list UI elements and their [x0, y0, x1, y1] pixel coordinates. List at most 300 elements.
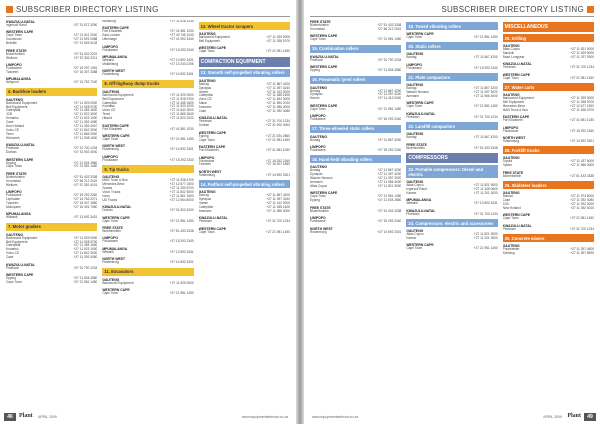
listing-row	[310, 108, 401, 112]
phone-number: +27 11 392 4080	[266, 109, 290, 114]
phone-number: +27 13 692 3431	[473, 201, 498, 206]
section-heading: 8. Off-highway dump trucks	[102, 80, 193, 88]
region-name: EASTERN CAPE	[102, 26, 129, 31]
listing-group	[102, 45, 193, 53]
region-name: WESTERN CAPE	[198, 130, 226, 135]
company-name: Polokwane	[406, 65, 422, 70]
region-name: GAUTENG	[310, 134, 327, 139]
region-name: GAUTENG	[102, 277, 120, 282]
listing-group	[102, 69, 193, 77]
region-name: WESTERN CAPE	[502, 72, 530, 77]
listing-group	[199, 32, 290, 44]
region-name: WESTERN CAPE	[406, 101, 434, 106]
company-name: Cape Town	[102, 137, 119, 141]
listing-row	[310, 199, 401, 203]
listing-row	[102, 261, 193, 265]
category-heading: COMPACTION EQUIPMENT	[199, 57, 290, 67]
listing-group	[310, 20, 401, 32]
company-name: Port Elizabeth	[102, 29, 123, 34]
phone-number: +27 13 243 2255	[169, 61, 194, 66]
company-name: MAN Truck & Bus	[502, 107, 528, 112]
company-name: Bell Equipment	[502, 99, 525, 104]
company-name: Hitachi	[102, 116, 113, 121]
section-heading: 14. Padfoot self-propelled vibrating rollers	[199, 180, 290, 188]
phone-number: +27 11 821 9000	[377, 184, 402, 188]
phone-number: +27 56 212 2022	[377, 26, 402, 31]
gutter	[296, 0, 304, 424]
company-name: Atlas Copco	[406, 183, 424, 188]
phone-number: +27 31 700 1234	[569, 226, 594, 231]
company-name: Volvo CE	[198, 97, 212, 102]
phone-number: +27 21 981 1450	[169, 291, 194, 295]
region-name: GAUTENG	[406, 52, 424, 57]
phone-number: +27 31 700 1234	[569, 65, 594, 70]
region-name: FREE STATE	[502, 170, 524, 175]
company-name: Case	[198, 109, 207, 114]
region-name: GAUTENG	[102, 89, 120, 94]
listing-row	[406, 202, 497, 206]
company-name: Bloemfontein	[310, 23, 329, 27]
listing-group	[6, 273, 97, 285]
region-name: LIMPOPO	[6, 190, 22, 195]
company-name: Pinetown	[198, 219, 212, 224]
section-heading: 20. Static rollers	[406, 42, 497, 50]
listing-row	[199, 210, 290, 214]
magazine-name: Plant	[19, 413, 33, 419]
region-name: GAUTENG	[502, 244, 520, 249]
phone-number: +27 31 700 1234	[377, 57, 402, 62]
phone-number: +27 11 966 3000	[570, 163, 594, 168]
listing-row	[503, 109, 594, 113]
company-name: Atlas Copco	[502, 47, 520, 51]
phone-number: +27 21 981 1450	[73, 279, 98, 284]
phone-number: +27 11 929 0000	[570, 96, 594, 101]
region-name: WESTERN CAPE	[406, 32, 434, 36]
phone-number: +27 15 292 2340	[73, 193, 98, 198]
company-name: Durban	[6, 150, 17, 155]
company-name: Bloemfontein	[6, 174, 25, 179]
listing-row	[102, 138, 193, 142]
phone-number: +27 21 981 1450	[569, 216, 594, 221]
listing-row	[6, 137, 97, 141]
listing-row	[102, 230, 193, 234]
company-name: MAN Truck & Bus	[102, 178, 128, 183]
phone-number: +27 41 581 1030	[569, 118, 594, 123]
listing-row	[310, 118, 401, 122]
region-name: GAUTENG	[198, 190, 216, 195]
section-heading: 22. Landfill compactors	[406, 122, 497, 130]
phone-number: +27 13 692 3431	[169, 249, 194, 254]
listing-group	[199, 46, 290, 54]
phone-number: +27 21 981 1450	[169, 137, 194, 141]
listing-group	[199, 131, 290, 143]
region-name: WESTERN CAPE	[310, 34, 338, 39]
phone-number: +27 11 392 4080	[73, 255, 98, 260]
column	[310, 20, 401, 410]
phone-number: +27 11 392 4080	[570, 198, 594, 202]
region-name: FREE STATE	[406, 142, 427, 147]
phone-number: +27 21 534 2860	[377, 68, 402, 73]
phone-number: +27 41 992 3340	[169, 37, 194, 42]
listing-group	[6, 20, 97, 28]
company-name: Dynapac	[310, 92, 323, 97]
company-name: Dynapac	[310, 172, 323, 177]
listing-row	[406, 95, 497, 99]
company-name: East London	[102, 33, 121, 38]
listing-group	[102, 20, 193, 24]
listing-row	[6, 281, 97, 285]
listing-group	[102, 90, 193, 121]
phone-number: +27 51 433 3338	[569, 173, 594, 178]
region-name: GAUTENG	[406, 229, 424, 234]
listing-group	[102, 205, 193, 213]
company-name: Durban	[198, 123, 210, 128]
company-name: Bomag	[198, 193, 209, 198]
region-name: WESTERN CAPE	[6, 272, 34, 277]
listing-group	[406, 180, 497, 196]
listing-row	[310, 185, 401, 189]
region-name: LIMPOPO	[6, 62, 22, 67]
company-name: Polokwane	[310, 147, 326, 152]
listing-group	[102, 257, 193, 265]
listing-row	[503, 66, 594, 70]
company-name: Bomag	[406, 86, 417, 91]
phone-number: +27 11 397 3020	[377, 176, 402, 181]
company-name: Polokwane	[310, 219, 326, 224]
company-name: Sakai	[198, 101, 207, 106]
region-name: WESTERN CAPE	[6, 157, 34, 162]
phone-number: +27 14 592 3301	[377, 229, 402, 234]
company-name: Komatsu	[102, 104, 115, 109]
phone-number: +27 11 412 0000	[266, 89, 290, 94]
website-url: www.equipmentselector.co.za	[312, 415, 359, 419]
region-name: GAUTENG	[502, 44, 520, 48]
listing-row	[310, 28, 401, 32]
phone-number: +27 11 966 4000	[473, 94, 498, 99]
phone-number: +27 14 592 3301	[569, 138, 594, 143]
company-name: Kaeser	[406, 190, 417, 195]
listing-group	[406, 229, 497, 241]
phone-number: +27 11 966 4000	[266, 105, 290, 110]
company-name: Durban	[102, 208, 113, 213]
region-name: GAUTENG	[502, 191, 520, 196]
phone-number: +27 15 307 1850	[265, 162, 290, 167]
phone-number: +27 51 433 3338	[73, 174, 98, 179]
page-footer	[0, 412, 296, 422]
company-name: Barloworld Equipment	[198, 35, 230, 39]
phone-number: +27 11 392 4080	[73, 120, 98, 125]
section-heading: 7. Motor graders	[6, 223, 97, 231]
phone-number: +27 12 564 8000	[169, 197, 194, 202]
issue-date: APRIL 2009	[543, 415, 562, 419]
listing-row	[406, 105, 497, 109]
region-name: KWAZULU-NATAL	[502, 62, 532, 67]
listing-row	[310, 59, 401, 63]
phone-number: +27 21 511 2040	[73, 33, 98, 38]
phone-number: +27 21 981 1450	[377, 106, 402, 111]
region-name: NORTH WEST	[198, 169, 222, 174]
phone-number: +27 21 981 1450	[377, 194, 402, 199]
listing-group	[503, 156, 594, 168]
company-name: Lephalale	[6, 196, 20, 201]
company-name: Welkom	[6, 55, 18, 60]
company-name: Cape Town	[102, 291, 119, 295]
company-name: Iveco	[102, 193, 110, 198]
listing-group	[102, 26, 193, 42]
listing-row	[102, 199, 193, 203]
company-name: Komatsu	[6, 247, 19, 252]
listing-row	[102, 63, 193, 67]
company-name: Kaeser	[406, 236, 417, 240]
listing-row	[406, 237, 497, 241]
listing-row	[102, 159, 193, 163]
phone-number: +27 31 902 4000	[169, 208, 194, 213]
company-name: Tzaneen	[6, 69, 19, 74]
listing-group	[102, 278, 193, 286]
company-name: Caterpillar	[198, 204, 214, 209]
region-name: LIMPOPO	[406, 62, 422, 67]
listing-row	[102, 117, 193, 121]
phone-number: +27 31 700 1234	[265, 119, 290, 124]
company-name: Barloworld Equipment	[102, 280, 134, 285]
listing-row	[310, 231, 401, 235]
listing-group	[406, 143, 497, 151]
company-name: Hyster	[502, 163, 512, 168]
region-name: GAUTENG	[198, 78, 216, 83]
company-name: Epping	[310, 68, 320, 73]
phone-number: +27 14 592 3301	[169, 147, 194, 152]
phone-number: +27 11 412 0000	[266, 201, 290, 206]
company-name: Volvo Trucks	[102, 189, 121, 194]
section-heading: 24. Compressors: electric and accessories	[406, 219, 497, 227]
phone-number: +27 11 392 4010	[73, 124, 98, 129]
listing-group	[199, 216, 290, 224]
phone-number: +27 14 763 2271	[73, 196, 98, 201]
region-name: WESTERN CAPE	[198, 226, 226, 231]
listing-row	[6, 57, 97, 61]
phone-number: +27 11 201 3000	[473, 190, 498, 195]
company-name: Cape Town	[406, 246, 423, 251]
company-name: Bloemfontein	[502, 173, 522, 178]
phone-number: +27 11 867 4200	[377, 137, 402, 142]
company-name: Schwing	[502, 250, 515, 255]
phone-number: +27 51 433 3338	[377, 23, 402, 27]
company-name: Pinetown	[406, 114, 420, 119]
listing-row	[406, 192, 497, 196]
region-name: KWAZULU-NATAL	[406, 111, 436, 116]
listing-group	[310, 145, 401, 153]
company-name: UD Trucks	[102, 197, 118, 202]
listing-group	[406, 243, 497, 251]
listing-row	[503, 119, 594, 123]
phone-number: +27 14 592 3301	[265, 172, 290, 177]
listing-row	[310, 97, 401, 101]
listing-row	[102, 251, 193, 255]
company-name: Volvo CE	[6, 128, 20, 132]
listing-group	[102, 134, 193, 142]
company-name: Kroonstad	[310, 26, 325, 31]
listing-group	[6, 30, 97, 46]
listing-group	[6, 77, 97, 85]
listing-row	[199, 110, 290, 114]
company-name: Pinetown	[310, 57, 324, 62]
phone-number: +27 31 700 1234	[473, 211, 498, 216]
phone-number: +27 11 397 4240	[266, 85, 290, 90]
phone-number: +27 21 981 1450	[473, 246, 498, 251]
listing-row	[503, 217, 594, 221]
listing-row	[503, 252, 594, 256]
region-name: EASTERN CAPE	[198, 145, 226, 150]
phone-number: +27 15 297 1391	[73, 65, 98, 70]
company-name: Cape Town	[6, 164, 22, 169]
region-name: KWAZULU-NATAL	[6, 20, 36, 24]
region-name: KWAZULU-NATAL	[310, 54, 340, 59]
section-heading: 25. Drilling	[503, 34, 594, 42]
company-name: Caterpillar	[6, 108, 21, 113]
phone-number: +27 11 928 9700	[266, 38, 290, 43]
company-name: Pinetown	[502, 65, 516, 70]
phone-number: +27 21 981 1450	[265, 49, 290, 54]
listing-row	[199, 50, 290, 54]
company-name: Tzaneen	[198, 162, 212, 167]
company-name: Port Elizabeth	[102, 126, 123, 131]
listing-group	[6, 172, 97, 188]
company-name: New Holland	[502, 205, 521, 210]
phone-number: +27 11 966 4000	[377, 180, 402, 185]
listing-row	[102, 73, 193, 77]
company-name: Witbank	[102, 58, 114, 63]
company-name: Atlas Copco	[310, 184, 328, 188]
company-name: Putzmeister	[502, 247, 520, 252]
company-name: Cape Town	[502, 75, 519, 80]
phone-number: +27 15 292 2340	[569, 128, 594, 133]
phone-number: +27 21 981 1450	[473, 104, 498, 109]
region-name: WESTERN CAPE	[102, 288, 130, 292]
listing-group	[503, 224, 594, 232]
listing-row	[6, 71, 97, 75]
phone-number: +27 11 908 1600	[73, 135, 98, 140]
phone-number: +27 21 534 2860	[73, 160, 98, 165]
region-name: FREE STATE	[310, 205, 331, 210]
region-name: GAUTENG	[310, 85, 327, 90]
company-name: Pinetown	[6, 146, 20, 151]
listing-row	[102, 292, 193, 296]
region-name: MPUMALANGA	[102, 55, 128, 60]
listing-group	[199, 116, 290, 128]
company-name: Boksburg	[102, 20, 116, 23]
phone-number: +27 11 201 3000	[473, 236, 498, 240]
listing-group	[102, 226, 193, 234]
listing-row	[310, 220, 401, 224]
company-name: Pinetown	[406, 211, 420, 216]
listing-group	[310, 206, 401, 214]
column	[102, 20, 193, 410]
page-number: 46	[4, 413, 16, 421]
company-name: Rustenburg	[102, 260, 119, 265]
phone-number: +27 11 397 8590	[570, 250, 594, 255]
listing-row	[406, 136, 497, 140]
listing-group	[406, 32, 497, 40]
section-heading: 11. Excavators	[102, 268, 193, 276]
phone-number: +27 11 397 4240	[266, 197, 290, 202]
region-name: GAUTENG	[6, 97, 23, 102]
company-name: Bloemfontein	[102, 228, 121, 233]
header-square-icon	[587, 6, 594, 13]
company-name: Polokwane	[102, 157, 118, 162]
listing-row	[406, 56, 497, 60]
region-name: WESTERN CAPE	[502, 213, 530, 218]
phone-number: +27 41 581 1030	[169, 126, 194, 131]
company-name: Ingersoll Rand	[406, 186, 427, 191]
listing-row	[6, 256, 97, 260]
listing-row	[102, 209, 193, 213]
listing-row	[199, 174, 290, 178]
section-heading: 13. Smooth self-propelled vibrating rollers	[199, 69, 290, 77]
listing-row	[6, 216, 97, 220]
region-name: WESTERN CAPE	[310, 191, 338, 196]
phone-number: +27 11 821 9000	[473, 183, 498, 188]
listing-group	[406, 198, 497, 206]
phone-number: +27 11 929 0000	[73, 235, 98, 240]
company-name: Barloworld Equipment	[6, 235, 38, 240]
phone-number: +27 11 923 1000	[73, 116, 98, 121]
company-name: Cape Town	[198, 137, 215, 142]
phone-number: +27 11 397 4240	[377, 92, 402, 97]
phone-number: +27 51 433 3338	[377, 208, 402, 213]
phone-number: +27 11 865 2540	[169, 112, 194, 117]
listing-row	[102, 148, 193, 152]
phone-number: +27 11 928 4700	[570, 107, 594, 112]
listing-group	[102, 216, 193, 224]
phone-number: +27 11 821 9000	[570, 47, 594, 51]
company-name: Bomag	[198, 81, 209, 86]
phone-number: +27 11 867 4200	[266, 193, 290, 198]
phone-number: +27 15 292 2340	[377, 147, 402, 152]
section-heading: 28. Forklift trucks	[503, 146, 594, 154]
listing-group	[406, 63, 497, 71]
listing-row	[6, 184, 97, 188]
company-name: Bloemfontein	[310, 208, 329, 213]
page-header	[310, 4, 594, 17]
company-name: Polokwane	[198, 158, 215, 163]
listing-row	[503, 175, 594, 179]
listing-row	[6, 42, 97, 46]
company-name: Caterpillar	[102, 100, 117, 105]
phone-number: +27 11 392 4010	[570, 205, 594, 210]
company-name: Rustenburg	[502, 138, 520, 143]
phone-number: +27 11 929 0000	[169, 280, 194, 285]
listing-group	[199, 190, 290, 214]
phone-number: +27 51 433 3338	[473, 145, 498, 150]
phone-number: +27 31 700 1234	[73, 265, 98, 270]
company-name: Hamm	[310, 96, 320, 101]
phone-number: +27 51 433 3338	[169, 228, 194, 233]
company-name: Bell Equipment	[198, 38, 221, 43]
company-name: Case	[6, 255, 14, 260]
phone-number: +27 21 981 1450	[265, 229, 290, 234]
phone-number: +27 11 865 2540	[73, 131, 98, 136]
region-name: WESTERN CAPE	[102, 215, 130, 220]
region-name: KWAZULU-NATAL	[6, 143, 36, 148]
listing-group	[310, 227, 401, 235]
company-name: Hamm	[198, 89, 209, 94]
company-name: Dynapac	[198, 197, 212, 202]
company-name: Middelburg	[102, 61, 119, 66]
listing-row	[6, 24, 97, 28]
phone-number: +27 11 867 4200	[377, 88, 402, 93]
category-heading: MISCELLANEOUS	[503, 22, 594, 32]
phone-number: +27 11 455 1600	[266, 93, 290, 98]
